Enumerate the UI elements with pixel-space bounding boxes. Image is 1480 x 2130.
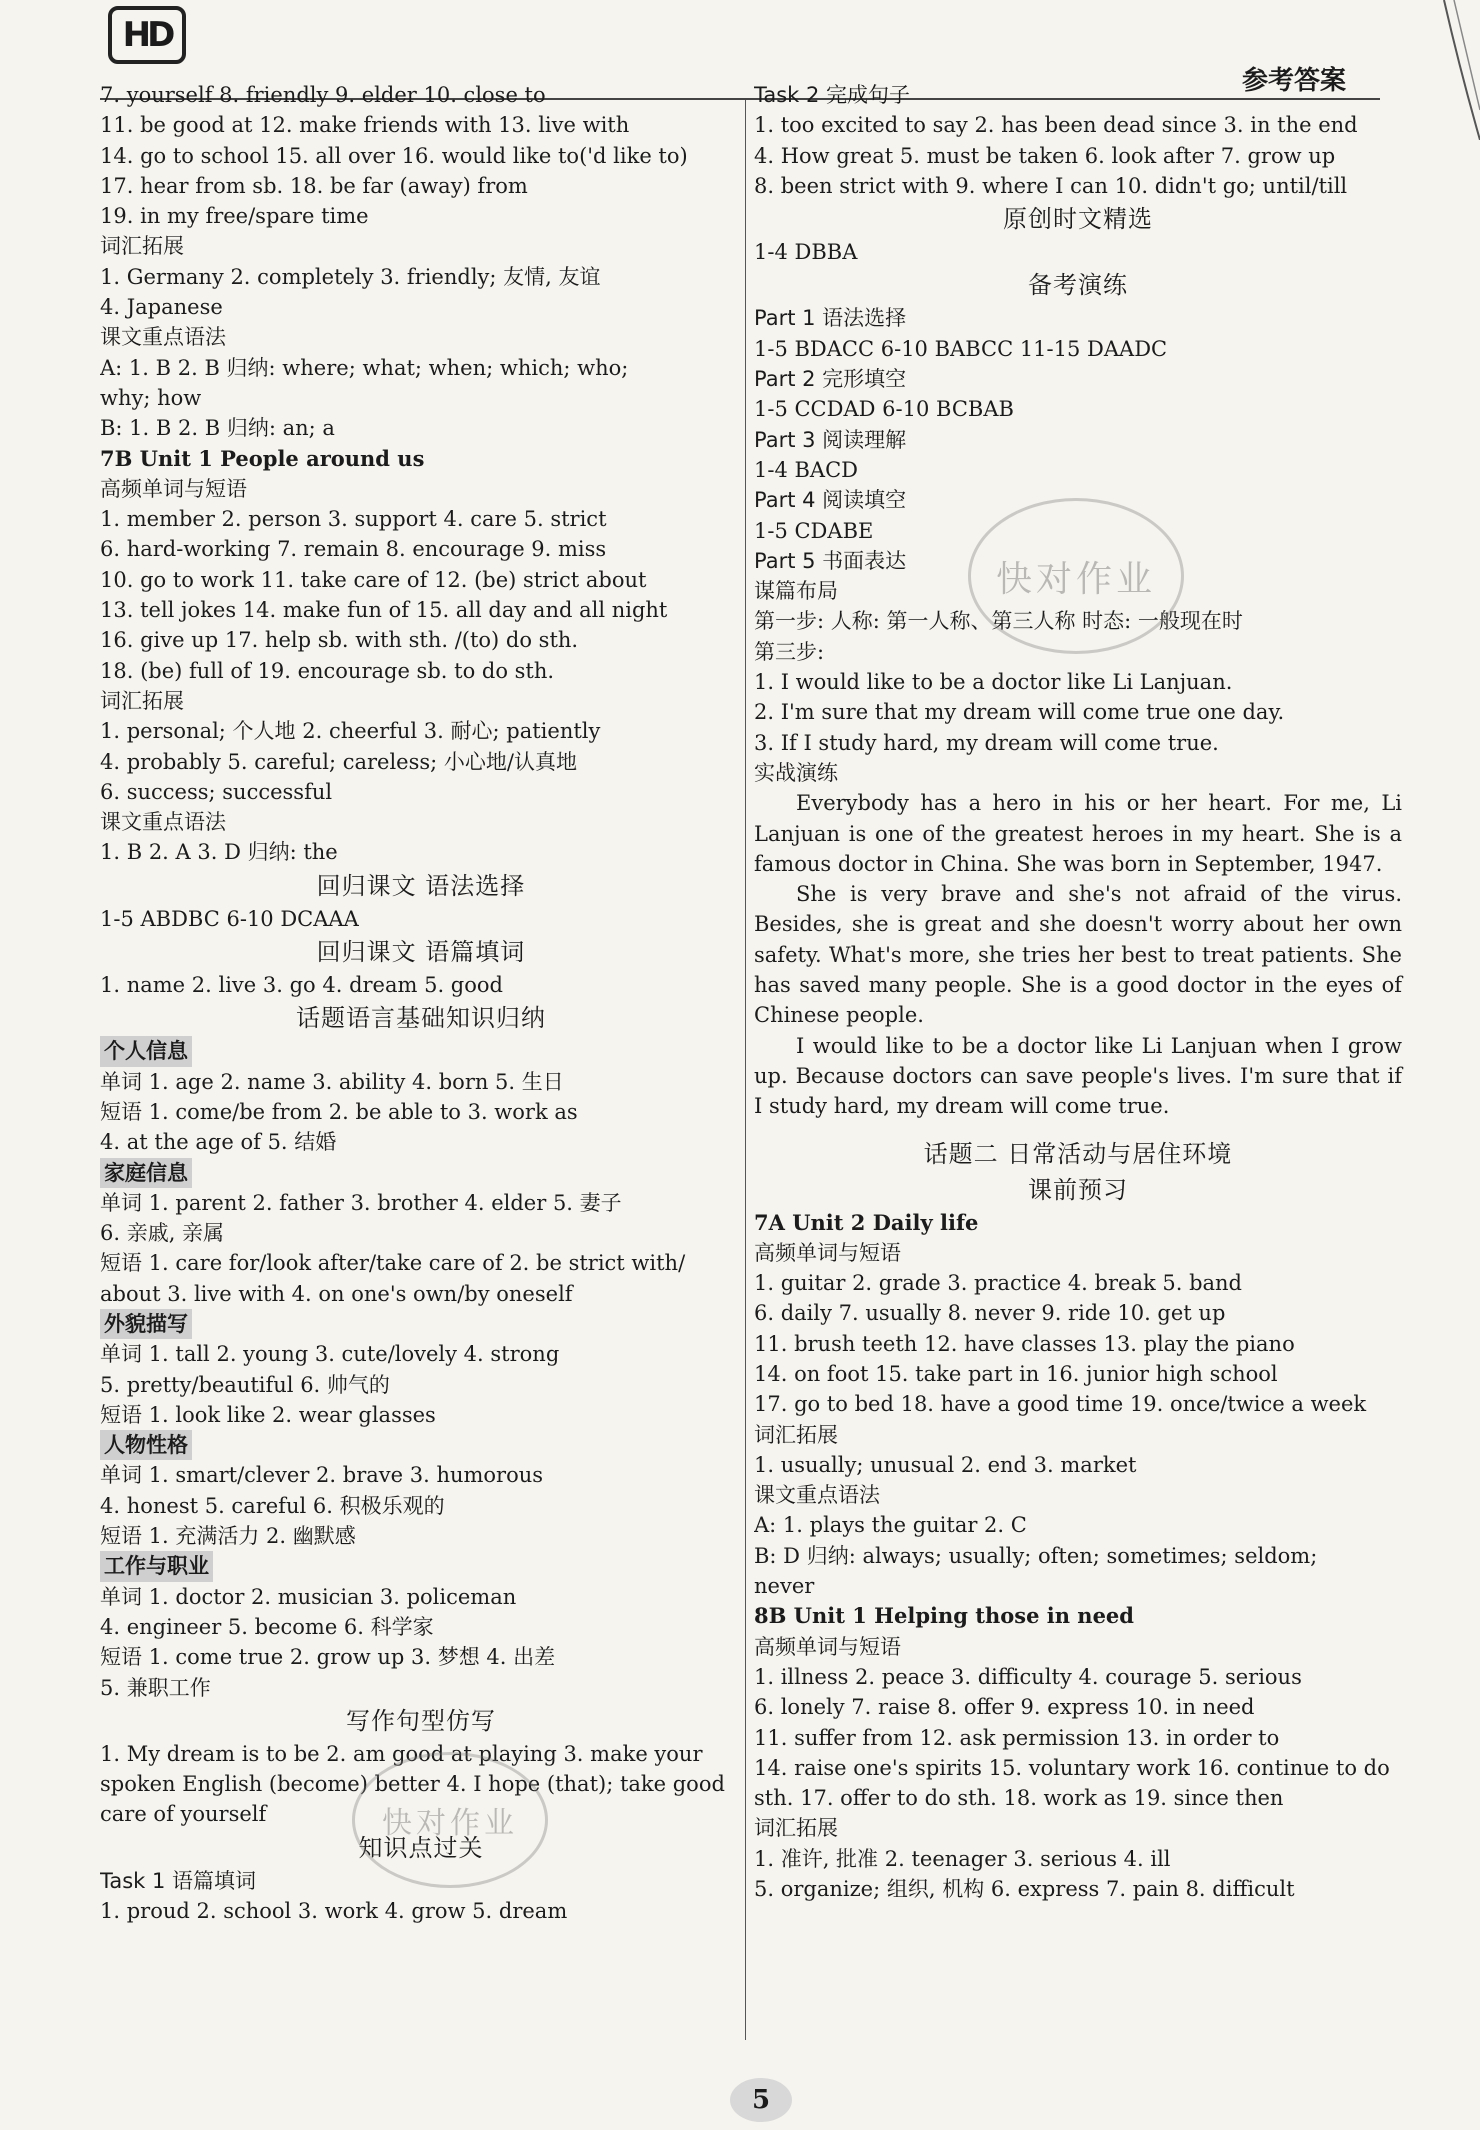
unit-heading — [100, 444, 742, 474]
answer-line — [754, 1692, 1402, 1722]
unit-heading-text: 7B Unit 1 People around us — [100, 445, 425, 471]
answer-line-text: 1. guitar 2. grade 3. practice 4. break 5. band — [754, 1271, 1243, 1296]
answer-line — [100, 1673, 742, 1703]
answer-line — [100, 1218, 742, 1248]
answer-line — [754, 1632, 1402, 1662]
answer-line — [100, 201, 742, 231]
answer-line-text: 4. probably 5. careful; careless; 小心地/认真地 — [100, 749, 577, 774]
answer-line — [100, 474, 742, 504]
section-heading — [100, 868, 742, 904]
answer-line — [754, 1844, 1402, 1874]
answer-line-text: 14. on foot 15. take part in 16. junior high school — [754, 1361, 1278, 1386]
answer-line — [754, 1813, 1402, 1843]
answer-line — [100, 686, 742, 716]
answer-line — [754, 1450, 1402, 1480]
section-heading-text: 回归课文 语篇填词 — [316, 938, 526, 967]
answer-line — [100, 292, 742, 322]
answer-line — [754, 1541, 1402, 1571]
category-label-text: 家庭信息 — [100, 1158, 192, 1188]
task-heading-text: Task 2 完成句子 — [754, 83, 911, 107]
answer-line-text: 单词 1. age 2. name 3. ability 4. born 5. 生日 — [100, 1069, 564, 1094]
section-heading-text: 写作句型仿写 — [346, 1706, 496, 1735]
answer-line — [754, 1874, 1402, 1904]
answer-line — [100, 1067, 742, 1097]
answer-line — [754, 1329, 1402, 1359]
section-heading — [100, 1000, 742, 1036]
answer-line-text: about 3. live with 4. on one's own/by oneself — [100, 1281, 573, 1306]
answer-line — [100, 1521, 742, 1551]
answer-line — [754, 237, 1402, 267]
answer-line-text: B: D 归纳: always; usually; often; sometimes; seldom; — [754, 1543, 1318, 1568]
watermark-stamp: 快对作业 — [352, 1752, 548, 1888]
answer-line — [754, 1480, 1402, 1510]
answer-line-text: A: 1. plays the guitar 2. C — [754, 1513, 1027, 1538]
answer-line — [754, 1510, 1402, 1540]
section-heading-text: 回归课文 语法选择 — [316, 871, 526, 900]
answer-line — [754, 110, 1402, 140]
answer-line-text: 11. brush teeth 12. have classes 13. play the piano — [754, 1331, 1295, 1356]
section-heading-text: 课前预习 — [1028, 1175, 1128, 1204]
right-column — [754, 80, 1402, 1904]
answer-line — [100, 1400, 742, 1430]
answer-line-text: 1-5 ABDBC 6-10 DCAAA — [100, 906, 359, 931]
answer-line-text: 1. B 2. A 3. D 归纳: the — [100, 840, 338, 865]
answer-line-text: 5. organize; 组织, 机构 6. express 7. pain 8. difficult — [754, 1877, 1295, 1902]
answer-line — [754, 1662, 1402, 1692]
answer-line-text: 6. 亲戚, 亲属 — [100, 1221, 225, 1246]
answer-line-text: 第三步: — [754, 639, 825, 664]
answer-line-text: 10. go to work 11. take care of 12. (be) strict about — [100, 567, 647, 592]
answer-line — [754, 697, 1402, 727]
answer-line-text: 4. Japanese — [100, 295, 223, 320]
essay — [754, 788, 1402, 1121]
page-title: 参考答案 — [1241, 66, 1346, 96]
answer-line — [100, 413, 742, 443]
answer-line — [754, 455, 1402, 485]
section-heading — [754, 267, 1402, 303]
answer-line-text: 1. I would like to be a doctor like Li Lanjuan. — [754, 670, 1233, 695]
category-label — [100, 1036, 742, 1066]
unit-heading-text: 7A Unit 2 Daily life — [754, 1209, 979, 1235]
task-heading — [754, 364, 1402, 394]
answer-line-text: spoken English (become) better 4. I hope (that); take good — [100, 1772, 725, 1797]
answer-line — [100, 1279, 742, 1309]
answer-line — [100, 141, 742, 171]
answer-line-text: 5. 兼职工作 — [100, 1675, 211, 1700]
answer-line-text: 词汇拓展 — [754, 1816, 838, 1841]
answer-line-text: 1-5 CCDAD 6-10 BCBAB — [754, 397, 1014, 422]
answer-line-text: 1. Germany 2. completely 3. friendly; 友情, 友谊 — [100, 264, 601, 289]
task-heading-text: Part 5 书面表达 — [754, 548, 907, 573]
answer-line-text: 高频单词与短语 — [754, 1240, 901, 1265]
answer-line — [100, 1127, 742, 1157]
answer-line-text: 单词 1. tall 2. young 3. cute/lovely 4. strong — [100, 1342, 560, 1367]
section-heading-text: 备考演练 — [1028, 271, 1128, 300]
answer-line-text: 实战演练 — [754, 760, 838, 785]
section-heading — [754, 1172, 1402, 1208]
answer-line-text: 14. go to school 15. all over 16. would like to('d like to) — [100, 143, 688, 168]
answer-line-text: 短语 1. come true 2. grow up 3. 梦想 4. 出差 — [100, 1645, 556, 1670]
answer-line-text: 单词 1. parent 2. father 3. brother 4. elder 5. 妻子 — [100, 1190, 622, 1215]
category-label-text: 人物性格 — [100, 1430, 192, 1460]
unit-heading — [754, 1208, 1402, 1238]
answer-line-text: sth. 17. offer to do sth. 18. work as 19. since then — [754, 1786, 1284, 1811]
answer-line — [100, 1460, 742, 1490]
answer-line — [100, 625, 742, 655]
answer-line-text: 高频单词与短语 — [100, 476, 247, 501]
answer-line-text: 17. go to bed 18. have a good time 19. once/twice a week — [754, 1392, 1367, 1417]
answer-line-text: 13. tell jokes 14. make fun of 15. all day and all night — [100, 598, 668, 623]
answer-line — [100, 534, 742, 564]
category-label — [100, 1309, 742, 1339]
task-heading-text: Part 1 语法选择 — [754, 306, 907, 331]
left-column — [100, 80, 742, 1926]
answer-line — [100, 837, 742, 867]
answer-line — [754, 141, 1402, 171]
answer-line-text: 1-5 BDACC 6-10 BABCC 11-15 DAADC — [754, 336, 1168, 361]
answer-line — [100, 322, 742, 352]
answer-line — [100, 504, 742, 534]
publisher-logo: HD — [108, 6, 186, 64]
category-label-text: 工作与职业 — [100, 1551, 213, 1581]
answer-line — [754, 1238, 1402, 1268]
category-label — [100, 1158, 742, 1188]
answer-line — [754, 1420, 1402, 1450]
section-heading — [754, 201, 1402, 237]
page-curl — [1440, 0, 1480, 140]
answer-line-text: 1. 准许, 批准 2. teenager 3. serious 4. ill — [754, 1846, 1171, 1871]
answer-line — [100, 595, 742, 625]
answer-line — [100, 904, 742, 934]
answer-line-text: 1. name 2. live 3. go 4. dream 5. good — [100, 973, 503, 998]
answer-line — [100, 565, 742, 595]
answer-line-text: 课文重点语法 — [100, 325, 226, 350]
section-heading-text: 话题二 日常活动与居住环境 — [923, 1139, 1233, 1168]
answer-line-text: 4. How great 5. must be taken 6. look after 7. grow up — [754, 143, 1336, 168]
section-heading-text: 原创时文精选 — [1003, 205, 1153, 234]
answer-line — [100, 656, 742, 686]
answer-line-text: 1. My dream is to be 2. am good at playing 3. make your — [100, 1741, 703, 1766]
answer-line — [100, 1248, 742, 1278]
answer-line-text: 1. too excited to say 2. has been dead since 3. in the end — [754, 113, 1358, 138]
answer-line-text: 1-5 CDABE — [754, 518, 874, 543]
answer-line — [754, 758, 1402, 788]
answer-line-text: never — [754, 1574, 815, 1599]
answer-line-text: 词汇拓展 — [100, 688, 184, 713]
answer-line — [754, 1571, 1402, 1601]
answer-line — [754, 1753, 1402, 1783]
task-heading — [754, 303, 1402, 333]
column-divider — [745, 100, 746, 2040]
answer-line — [100, 1370, 742, 1400]
answer-line-text: 1. member 2. person 3. support 4. care 5. strict — [100, 507, 607, 532]
answer-line — [100, 1188, 742, 1218]
answer-line — [754, 1298, 1402, 1328]
essay-paragraph: She is very brave and she's not afraid of the virus. Besides, she is great and she doesn't worry about her own safety. What's more, she tries her best to treat patients. She has saved many people. She is a good doctor in the eyes of Chinese people. — [754, 882, 1402, 1028]
answer-line-text: 18. (be) full of 19. encourage sb. to do sth. — [100, 658, 555, 683]
answer-line — [100, 353, 742, 383]
answer-line — [100, 1582, 742, 1612]
answer-line-text: 短语 1. look like 2. wear glasses — [100, 1402, 436, 1427]
answer-line — [100, 807, 742, 837]
category-label-text: 外貌描写 — [100, 1309, 192, 1339]
answer-line — [754, 728, 1402, 758]
task-heading-text: Part 3 阅读理解 — [754, 427, 907, 452]
task-heading-text: Task 1 语篇填词 — [100, 1868, 257, 1893]
answer-line-text: 11. be good at 12. make friends with 13. live with — [100, 113, 630, 138]
answer-line-text: 词汇拓展 — [100, 234, 184, 259]
section-heading — [100, 934, 742, 970]
answer-line-text: 4. engineer 5. become 6. 科学家 — [100, 1614, 434, 1639]
answer-line-text: 14. raise one's spirits 15. voluntary work 16. continue to do — [754, 1755, 1390, 1780]
answer-line — [100, 1097, 742, 1127]
answer-line-text: 高频单词与短语 — [754, 1634, 901, 1659]
answer-line — [100, 1339, 742, 1369]
answer-line-text: 谋篇布局 — [754, 579, 838, 604]
answer-line — [100, 716, 742, 746]
task-heading — [754, 425, 1402, 455]
watermark-stamp: 快对作业 — [968, 498, 1184, 654]
answer-line — [754, 334, 1402, 364]
answer-line-text: B: 1. B 2. B 归纳: an; a — [100, 416, 335, 441]
answer-line-text: 7. yourself 8. friendly 9. elder 10. close to — [100, 83, 546, 107]
answer-line-text: 1. usually; unusual 2. end 3. market — [754, 1452, 1137, 1477]
answer-line-text: 6. lonely 7. raise 8. offer 9. express 10. in need — [754, 1695, 1255, 1720]
task-heading — [754, 80, 1402, 110]
answer-line-text: 课文重点语法 — [754, 1483, 880, 1508]
answer-line-text: 19. in my free/spare time — [100, 204, 369, 229]
unit-heading-text: 8B Unit 1 Helping those in need — [754, 1603, 1134, 1629]
answer-line — [754, 1359, 1402, 1389]
answer-line-text: 4. at the age of 5. 结婚 — [100, 1130, 337, 1155]
answer-line — [754, 1723, 1402, 1753]
answer-line — [100, 383, 742, 413]
answer-line-text: 短语 1. care for/look after/take care of 2. be strict with/ — [100, 1251, 686, 1276]
essay-paragraph: I would like to be a doctor like Li Lanjuan when I grow up. Because doctors can save people's lives. I'm sure that if I study hard, my dream will come true. — [754, 1033, 1402, 1119]
answer-line — [754, 667, 1402, 697]
answer-line-text: 2. I'm sure that my dream will come true one day. — [754, 700, 1285, 725]
answer-line-text: 1. personal; 个人地 2. cheerful 3. 耐心; patiently — [100, 719, 601, 744]
answer-line — [100, 262, 742, 292]
answer-line — [100, 231, 742, 261]
answer-line-text: 1-4 BACD — [754, 457, 858, 482]
answer-line-text: 课文重点语法 — [100, 810, 226, 835]
answer-line-text: A: 1. B 2. B 归纳: where; what; when; which; who; — [100, 355, 629, 380]
answer-line — [100, 1642, 742, 1672]
section-heading-text: 话题语言基础知识归纳 — [296, 1004, 546, 1033]
answer-line — [754, 1783, 1402, 1813]
unit-heading — [754, 1601, 1402, 1631]
answer-line-text: 6. hard-working 7. remain 8. encourage 9. miss — [100, 537, 607, 562]
answer-line — [754, 1268, 1402, 1298]
answer-line-text: 1. proud 2. school 3. work 4. grow 5. dream — [100, 1899, 568, 1924]
answer-line — [100, 1612, 742, 1642]
answer-line — [100, 970, 742, 1000]
category-label-text: 个人信息 — [100, 1036, 192, 1066]
answer-line — [100, 1896, 742, 1926]
answer-line-text: why; how — [100, 385, 202, 410]
answer-line — [754, 394, 1402, 424]
section-heading — [100, 1703, 742, 1739]
category-label — [100, 1430, 742, 1460]
answer-line — [100, 747, 742, 777]
answer-line-text: 1-4 DBBA — [754, 240, 858, 265]
answer-line-text: 短语 1. 充满活力 2. 幽默感 — [100, 1524, 356, 1549]
answer-line-text: 17. hear from sb. 18. be far (away) from — [100, 173, 528, 198]
answer-line-text: care of yourself — [100, 1802, 267, 1827]
answer-line-text: 8. been strict with 9. where I can 10. didn't go; until/till — [754, 173, 1348, 198]
task-heading-text: Part 2 完形填空 — [754, 367, 907, 392]
answer-line-text: 3. If I study hard, my dream will come true. — [754, 730, 1219, 755]
answer-line-text: 单词 1. doctor 2. musician 3. policeman — [100, 1584, 517, 1609]
answer-line — [100, 777, 742, 807]
page-number: 5 — [730, 2078, 792, 2122]
answer-line-text: 5. pretty/beautiful 6. 帅气的 — [100, 1372, 390, 1397]
section-heading-text: 知识点过关 — [358, 1833, 484, 1862]
answer-line-text: 1. illness 2. peace 3. difficulty 4. courage 5. serious — [754, 1664, 1302, 1689]
answer-line-text: 11. suffer from 12. ask permission 13. in order to — [754, 1725, 1280, 1750]
answer-line — [100, 1491, 742, 1521]
answer-line — [100, 171, 742, 201]
essay-paragraph: Everybody has a hero in his or her heart. For me, Li Lanjuan is one of the greatest heroes in my heart. She is a famous doctor in China. She was born in September, 1947. — [754, 791, 1402, 876]
answer-line-text: 16. give up 17. help sb. with sth. /(to) do sth. — [100, 628, 579, 653]
answer-line — [754, 171, 1402, 201]
answer-line — [100, 80, 742, 110]
answer-line-text: 第一步: 人称: 第一人称、第三人称 时态: 一般现在时 — [754, 609, 1243, 634]
task-heading-text: Part 4 阅读填空 — [754, 488, 907, 513]
section-heading — [754, 1136, 1402, 1172]
answer-line-text: 6. success; successful — [100, 779, 333, 804]
answer-line-text: 单词 1. smart/clever 2. brave 3. humorous — [100, 1463, 544, 1488]
answer-line-text: 4. honest 5. careful 6. 积极乐观的 — [100, 1493, 445, 1518]
answer-line — [100, 110, 742, 140]
answer-line-text: 短语 1. come/be from 2. be able to 3. work as — [100, 1099, 578, 1124]
answer-line-text: 6. daily 7. usually 8. never 9. ride 10. get up — [754, 1301, 1226, 1326]
answer-line-text: 词汇拓展 — [754, 1422, 838, 1447]
category-label — [100, 1551, 742, 1581]
answer-line — [754, 1389, 1402, 1419]
